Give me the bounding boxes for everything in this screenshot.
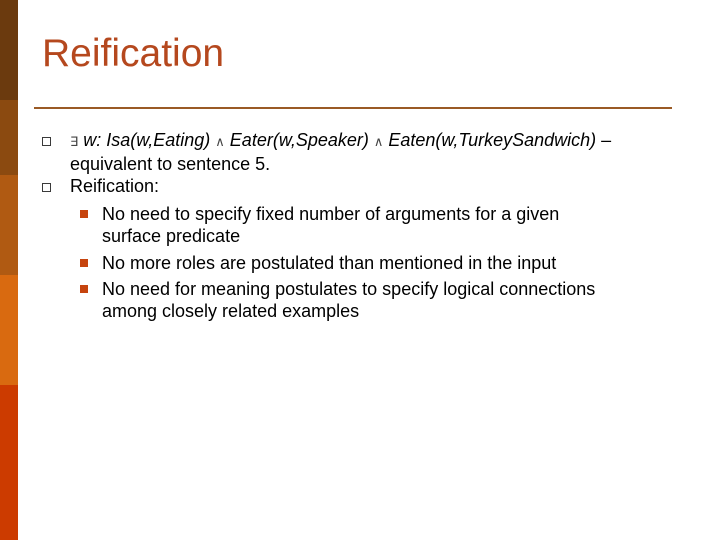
side-bar-segment-3	[0, 175, 18, 275]
square-bullet-icon	[80, 285, 88, 293]
and-symbol-1: ∧	[215, 134, 225, 149]
subbullet-item	[102, 203, 672, 247]
exists-symbol: ∃	[70, 134, 79, 149]
subbullet-item	[102, 252, 672, 274]
title-divider	[34, 107, 672, 109]
formula-continuation: equivalent to sentence 5.	[70, 154, 271, 174]
side-bar-segment-2	[0, 100, 18, 175]
hollow-bullet-icon	[42, 183, 51, 192]
square-bullet-icon	[80, 210, 88, 218]
square-bullet-icon	[80, 259, 88, 267]
subbullet-item	[102, 278, 672, 322]
subbullet-line: No more roles are postulated than mentioned in the input	[102, 253, 557, 273]
subbullet-line: No need for meaning postulates to specify logical connections	[102, 279, 596, 299]
side-bar-segment-1	[0, 0, 18, 100]
bullet-formula	[70, 129, 690, 175]
formula-part-1: w: Isa(w,Eating)	[78, 130, 216, 150]
subbullet-line: No need to specify fixed number of arguments for a given	[102, 204, 560, 224]
slide-title: Reification	[42, 32, 225, 75]
hollow-bullet-icon	[42, 137, 51, 146]
side-bar-segment-5	[0, 385, 18, 540]
formula-part-3: Eaten(w,TurkeySandwich)	[383, 130, 597, 150]
bullet-reification-label: Reification:	[70, 176, 160, 196]
formula-part-2: Eater(w,Speaker)	[224, 130, 374, 150]
side-bar-segment-4	[0, 275, 18, 385]
subbullet-line: among closely related examples	[102, 301, 360, 321]
formula-dash: –	[596, 130, 612, 150]
subbullet-line: surface predicate	[102, 226, 241, 246]
and-symbol-2: ∧	[373, 134, 384, 149]
